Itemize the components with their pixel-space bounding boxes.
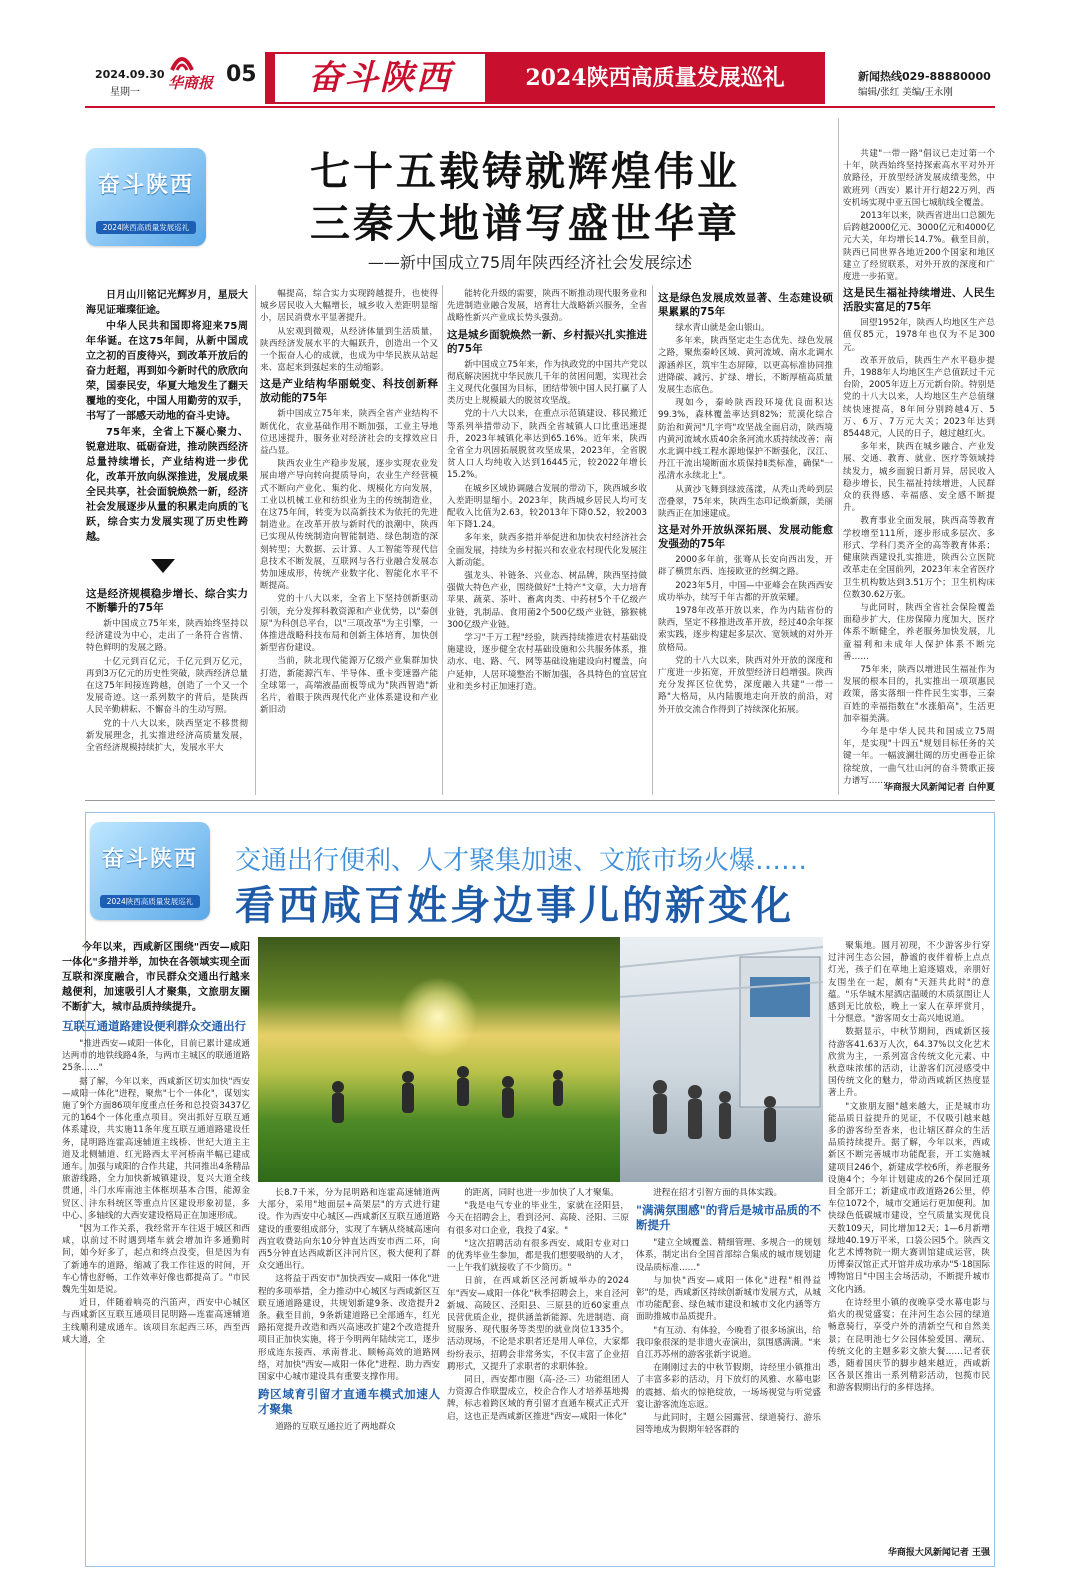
column-badge: 奋斗陕西 2024陕西高质量发展巡礼 — [86, 148, 206, 246]
masthead — [0, 0, 1080, 110]
paper-name: 华商报 — [168, 74, 214, 92]
triangle-down-icon — [151, 559, 175, 573]
banner-title: 2024陕西高质量发展巡礼 — [525, 65, 785, 91]
article2-column-1-content: 今年以来，西咸新区围绕"西安—咸阳一体化"多措并举，加快在各领域实现全面互联和深度融合，市民群众交通出行越来越便利，加速吸引人才聚集，文旅朋友圈不断扩大，城市品质持续提升。 互联互通道路建设便利群众交通出行 "推进西安—咸阳一体化，目前已累计建成通达两市的地铁线路4条，与两市主城区的联通道路25条……" 据了解，今年以来，西咸新区切实加快"西安—咸阳一体化"进程，聚焦"七个一体化"，谋划实施了9个方面86项年度重点任务和总投资3437亿元的164个一体化重点项目。突出抓好互联互通体系建设，共实施11条年度互联互通道路建设任务，昆明路连霍高速辅道主线桥、世纪大道主主道及北侧辅道、红光路西太平河桥南半幅已建成通车。加强与咸阳的合作共建，共同推出4条精品旅游线路，全力加快新城镇建设，复兴大道全线贯通，斗门水库南池主体框坝基本合围，能源金贸区、沣东科统区等重点片区建设形象初显，多中心、多轴线的大西安建设格局正在加速形成。 "因为工作关系，我经常开车往返于城区和西咸，以前过不时遇到堵车就会增加许多通勤时间，如今好多了，起点和终点没变，但是因为有了新通车的道路，缩减了我工作往返的时间，开车心情也舒畅，工作效率好像也都提高了。"市民魏先生如是说。 近日，伴随着响亮的汽笛声，西安中心城区与西咸新区互联互通项目昆明路—连霍高速辅道主线顺利建成通车。该项目东起西三环，西至西咸大道，全 — [62, 942, 250, 1345]
issue-weekday: 星期一 — [110, 87, 140, 98]
header-rule — [85, 106, 995, 108]
article2-column-4: 进程在招才引智方面的具体实践。 "满满氛围感"的背后是城市品质的不断提升 "建立全域覆盖、精细管理、多规合一的规划体系，制定出台全国首部综合集成的城市规划建设品质标准……" 与加快"西安—咸阳一体化"进程"相得益彰"的是，西咸新区持续创新城市发展方式，从城市功能配套、绿色城市建设和城市文化内涵等方面助推城市品质提升。 "有互动、有体验，今晚看了很多场演出，给我印象很深的是非遗火壶演出，氛围感满满。"来自江苏苏州的游客张新宇说道。 在刚刚过去的中秋节假期，诗经里小镇推出了丰富多彩的活动，月下放灯的风雅、水幕电影的震撼、焰火的惊艳绽放，一场场视觉与听觉盛宴让游客流连忘返。 与此同时，主题公园露营、绿道骑行、游乐园等地成为假期年轻客群的 — [636, 1188, 821, 1436]
article2-column-5: 聚集地。圆月初现，不少游客步行穿过沣河生态公园，静谧的夜伴着桥上点点灯光，孩子们在草地上追逐嬉戏，亲朋好友围坐在一起，颇有"天涯共此时"的意蕴。"乐华城木屋酒店温暖的木质氛围让人感到无比放松，晚上一家人在草坪赏月，十分惬意。"游客周女士高兴地说道。 数据显示，中秋节期间，西咸新区接待游客41.63万人次，64.37%以文化艺术欣赏为主，一系列富含传统文化元素、中秋意味浓郁的活动，让游客们沉浸感受中国传统文化的魅力，带动西咸新区热度显著上升。 "文旅朋友圈"越来越大，正是城市功能品质日益提升的见证，不仅吸引越来越多的游客纷至沓来，也让辖区群众的生活品质持续提升。据了解，今年以来，西咸新区不断完善城市功能配套，开工实施城建项目246个，新建成学校6所，养老服务设施4个；今年计划建成的26个保回迁项目全部开工；新建成市政道路26公里，停车位1072个，城市交通运行更加便利。加快绿色低碳城市建设，空气质量实现优良天数109天，同比增加12天；1—6月新增绿地40.19万平米，口袋公园5个。陕西文化艺术博物院一期大赛训馆建成运营，陕历博秦汉馆正式开馆并成功承办"5·18国际博物馆日"中国主会场活动，不断提升城市文化内涵。 在诗经里小镇的夜晚享受水幕电影与焰火的视觉盛宴；在沣河生态公园的绿道畅意骑行，享受户外的清新空气和自然美景；在昆明池七夕公园体验爱国、潮玩、传统文化的主题多彩文旅大餐……记者获悉，随着国庆节的脚步越来越近，西咸新区各景区推出一系列精彩活动，包揽市民和游客假期出行的多样选择。 — [828, 941, 990, 1394]
headline-line-2: 三秦大地谱写盛世华章 — [310, 200, 740, 247]
article2-kicker: 交通出行便利、人才聚集加速、文旅市场火爆…… — [235, 846, 808, 876]
headline-subtitle: ——新中国成立75周年陕西经济社会发展综述 — [367, 253, 693, 272]
photo-metro-station — [620, 937, 823, 1182]
article1-column-5: 共建"一带一路"倡议已走过第一个十年，陕西始终坚持探索高水平对外开放路径，开放型经济发展成绩斐然，中欧班列（西安）累计开行超22万列，西安机场实现中亚五国七城航线全覆盖。 2013年以来，陕西省进出口总额先后跨越2000亿元、3000亿元和4000亿元大关，年均增长14.7%。截至目前，陕西已同世界各地近200个国家和地区建立了经贸联系，对外开放的深度和广度进一步拓宽。 这是民生福祉持续增进、人民生活股实富足的75年 回望1952年，陕西人均地区生产总值仅85元，1978年也仅为不足300元。 改革开放后，陕西生产水平稳步提升，1988年人均地区生产总值跃过千元台阶，2005年迈上万元新台阶。特别是党的十八大以来，人均地区生产总值继续快速提高，8年间分别跨越4万、5万、6万、7万元大关；2023年达到85448元，人民的日子，越过越红火。 多年来，陕西在城乡融合、产业发展、交通、教育、就业、医疗等领域持续发力，城乡面貌日新月异，居民收入稳步增长，民生福祉持续增进，人民群众的获得感、幸福感、安全感不断提升。 教育事业全面发展，陕西高等教育学校增至111所，逐步形成多层次、多形式、学科门类齐全的高等教育体系；健康陕西建设扎实推进，陕西公立医院改革走在全国前列，2023年末全省医疗卫生机构数达到3.51万个；卫生机构床位数30.62万张。 与此同时，陕西全省社会保险覆盖面稳步扩大，住房保障力度加大，医疗体系不断健全，养老服务加快发展，儿童福利和未成年人保护体系不断完善…… 75年来，陕西以增进民生福祉作为发展的根本目的，扎实推出一项项惠民政策，落实落细一件件民生实事，三秦百姓的幸福指数在"水涨船高"，生活更加幸福美满。 今年是中华人民共和国成立75周年，是实现"十四五"规划目标任务的关键一年。一幅波澜壮阔的历史画卷正徐徐绽放，一曲气壮山河的奋斗赞歌正接力谱写…… — [843, 149, 995, 786]
article2-column-3: 的距离，同时也进一步加快了人才聚集。 "我是电气专业的毕业生，家就在泾阳县，今天在招聘会上，看到泾河、高陵、泾阳、三原有很多对口企业，我投了4家。" "这次招聘活动有很多西安、咸阳专业对口的优秀毕业生参加，都是我们想要吸纳的人才，一上午我们就接收了不少简历。" 日前，在西咸新区泾河新城举办的2024年"西安—咸阳一体化"秋季招聘会上，来自泾河新城、高陵区、泾阳县、三原县的近60家重点民营优质企业，提供涵盖新能源、先进制造、商贸服务、现代服务等类型的就业岗位1335个。活动现场，不论是求职者还是用人单位，大家都纷纷表示，招聘会非常务实，不仅丰富了企业招聘形式，又提升了求职者的求职体验。 同日，西安都市圈（高-泾-三）功能组团人力资源合作联盟成立，校企合作人才培养基地揭牌，标志着跨区域的育引留才直通车模式正式开启，这也正是西咸新区推进"西安—咸阳一体化" — [447, 1188, 629, 1422]
issue-date: 2024.09.30 — [95, 68, 165, 81]
column-badge-2: 奋斗陕西 2024陕西高质量发展巡礼 — [90, 822, 210, 920]
section-divider — [85, 800, 995, 801]
article1-column-1: 日月山川铭记光辉岁月，星辰大海见证璀璨征途。 中华人民共和国即将迎来75周年华诞。在这75年间，从新中国成立之初的百废待兴，到改革开放后的奋力赶超，再到如今新时代的欣欣向荣，国泰民安，华夏大地发生了翻天覆地的变化，中国人用勤劳的双手，书写了一部感天动地的奋斗史诗。 75年来，全省上下凝心聚力、锐意进取、砥砺奋进，推动陕西经济总量持续增长，产业结构进一步优化，改革开放向纵深推进，发展成果全民共享，社会面貌焕然一新，经济社会发展逐步从量的积累走向质的飞跃，综合实力发展实现了历史性跨越。 这是经济规模稳步增长、综合实力不断攀升的75年 新中国成立75年来，陕西始终坚持以经济建设为中心，走出了一条符合省情、特色鲜明的发展之路。 十亿元到百亿元，千亿元到万亿元，再到3万亿元的历史性突破，陕西经济总量在这75年间接连跨越，创造了一个又一个发展奇迹。这一系列数字的背后，是陕西人民辛勤耕耘、不懈奋斗的生动写照。 党的十八大以来，陕西坚定不移贯彻新发展理念，扎实推进经济高质量发展，全省经济规模持续扩大，发展水平大 — [86, 290, 248, 754]
news-hotline: 新闻热线029-88880000 — [858, 70, 991, 83]
page-number: 05 — [226, 62, 257, 87]
article2-column-2: 长8.7千米，分为昆明路和连霍高速辅道两大部分，采用"地面层+高架层"的方式进行建设。作为西安中心城区—西咸新区互联互通道路建设的重要组成部分，实现了车辆从绕城高速向西宜收费站向东10分钟直达西安市西二环，向西5分钟直达西咸新区沣河片区，极大便利了群众交通出行。 这将益于西安市"加快西安—咸阳一体化"进程的多项举措，全力推动中心城区与西咸新区互联互通道路建设，共规划新建9条、改造提升2条。截至目前，9条新建道路已全部通车，红光路拓宽提升改造和西兴高速改扩建2个改造提升项目正加快实施，将于今明两年陆续完工，逐步形成连东接西、承南普北、顺畅高效的道路网络，对加快"西安—咸阳一体化"进程、助力西安国家中心城市建设具有重要支撑作用。 跨区域育引留才直通车模式加速人才聚集 道路的互联互通拉近了两地群众 — [258, 1188, 440, 1433]
article1-column-2: 幅提高，综合实力实现跨越提升，也使得城乡居民收入大幅增长，城乡收入差距明显缩小，居民消费水平显著提升。 从宏观到微观，从经济体量到生活质量，陕西经济发展水平的大幅跃升，创造出一个又一个振奋人心的成就，也成为中华民族从站起来、富起来到强起来的生动缩影。 这是产业结构华丽蜕变、科技创新释放动能的75年 新中国成立75年来，陕西全省产业结构不断优化，农业基础作用不断加强，工业主导地位迅速提升，服务业对经济社会的支撑效应日益凸显。 陕西农业生产稳步发展，逐步实现农业发展由增产导向转向提质导向，农业生产经营模式不断向产业化、集约化、规模化方向发展，工业以机械工业和纺织业为主的传统制造业，在这75年间，转变为以高新技术为依托的先进制造业。在改革开放与新时代的浪潮中，陕西已实现从传统制造向智能制造、绿色制造的深刻转型；大数据、云计算、人工智能等现代信息技术不断发展，互联网与各行业融合发展态势加速成形，传统产业数字化、智能化水平不断提高。 党的十八大以来，全省上下坚持创新驱动引领，充分发挥科教资源和产业优势，以"秦创原"为科创总平台，以"三项改革"为主引擎，一体推进战略科技布局和创新主体培育，加快创新型省份建设。 当前，陕北现代能源万亿级产业集群加快打造，新能源汽车、半导体、重卡变速器产能全球第一，高端液晶面板等成为"陕西智造"新名片，着眼于陕西现代化产业体系建设和产业新旧动 — [260, 289, 438, 716]
article2-headline: 看西咸百姓身边事儿的新变化 — [235, 882, 794, 929]
column-name: 奋斗陕西 — [275, 54, 485, 102]
article1-column-3: 能转化升级的需要，陕西不断推动现代服务业和先进制造业融合发展，培育壮大战略新兴服务，全省战略性新兴产业成长势头强劲。 这是城乡面貌焕然一新、乡村振兴扎实推进的75年 新中国成立75年来，作为执政党的中国共产党以彻底解决困扰中华民族几千年的贫困问题，实现社会主义现代化强国为目标，团结带领中国人民打赢了人类历史上规模最大的脱贫攻坚战。 党的十八大以来，在重点示范镇建设、移民搬迁等系列举措带动下，陕西全省城镇人口比重迅速提升，2023年城镇化率达到65.16%。近年来，陕西全省全力巩固拓展脱贫攻坚成果，2023年，全省脱贫人口人均纯收入达到16445元，较2022年增长15.2%。 在城乡区域协调融合发展的带动下，陕西城乡收入差距明显缩小。2023年，陕西城乡居民人均可支配收入比值为2.63，较2013年下降0.52，较2003年下降1.24。 多年来，陕西多措并举促进和加快农村经济社会全面发展，持续为乡村振兴和农业农村现代化发展注入新动能。 强龙头、补链条、兴业态、树品牌，陕西坚持做强做大特色产业，围绕做好"土特产"文章，大力培育苹果、蔬菜、茶叶、畜禽肉类、中药材5个千亿级产业链，乳制品、食用菌2个500亿级产业链，猕猴桃300亿级产业链。 学习"千万工程"经验，陕西持续推进农村基础设施建设，逐步健全农村基础设施和公共服务体系，推动水、电、路、气、网等基础设施建设向村覆盖，向户延伸，人居环境整治不断加强，各具特色的宜居宜业和美乡村正加速打造。 — [447, 289, 647, 692]
article2-byline: 华商报大风新闻记者 王强 — [887, 1548, 990, 1558]
column-banner — [265, 52, 825, 104]
huashang-logo-icon — [170, 54, 194, 72]
article1-byline: 华商报大风新闻记者 白仲夏 — [883, 783, 995, 793]
editor-credits: 编辑/张红 美编/王永刚 — [858, 87, 953, 98]
article1-column-4: 这是绿色发展成效显著、生态建设硕果累累的75年 绿水青山就是金山银山。 多年来，陕西坚定走生态优先、绿色发展之路，聚焦秦岭区域、黄河流域、南水北调水源涵养区，筑牢生态屏障，以更高标准协同推进降碳、减污、扩绿、增长，不断厚植高质量发展生态底色。 现如今，秦岭陕西段环境优良面积达99.3%，森林覆盖率达到82%；荒漠化综合防治和黄河"几字弯"攻坚战全面启动，陕西境内黄河流域水质40余条河流水质持续改善；南水北调中线工程水源地保护不断强化，汉江、丹江干流出境断面水质保持Ⅱ类标准，确保"一泓清水永续北上"。 从黄沙飞舞到绿波荡漾，从秃山秃岭到层峦叠翠，75年来，陕西生态印记焕新颜，美丽陕西正在加速建成。 这是对外开放纵深拓展、发展动能愈发强劲的75年 2000多年前，张骞从长安向西出发，开辟了横贯东西、连接欧亚的丝绸之路。 2023年5月，中国—中亚峰会在陕西西安成功举办，续写千年古都的开放荣耀。 1978年改革开放以来，作为内陆省份的陕西，坚定不移推进改革开放，经过40余年探索实践，逐步构建起多层次、宽领域的对外开放格局。 党的十八大以来，陕西对外开放的深度和广度进一步拓宽，开放型经济日趋增强。陕西充分发挥区位优势，深度融入共建"一带一路"大格局，从内陆腹地走向开放的前沿，对外开放交流合作得到了持续深化拓展。 — [658, 292, 833, 715]
headline-line-1: 七十五载铸就辉煌伟业 — [310, 148, 740, 195]
photo-children-park — [258, 937, 620, 1182]
